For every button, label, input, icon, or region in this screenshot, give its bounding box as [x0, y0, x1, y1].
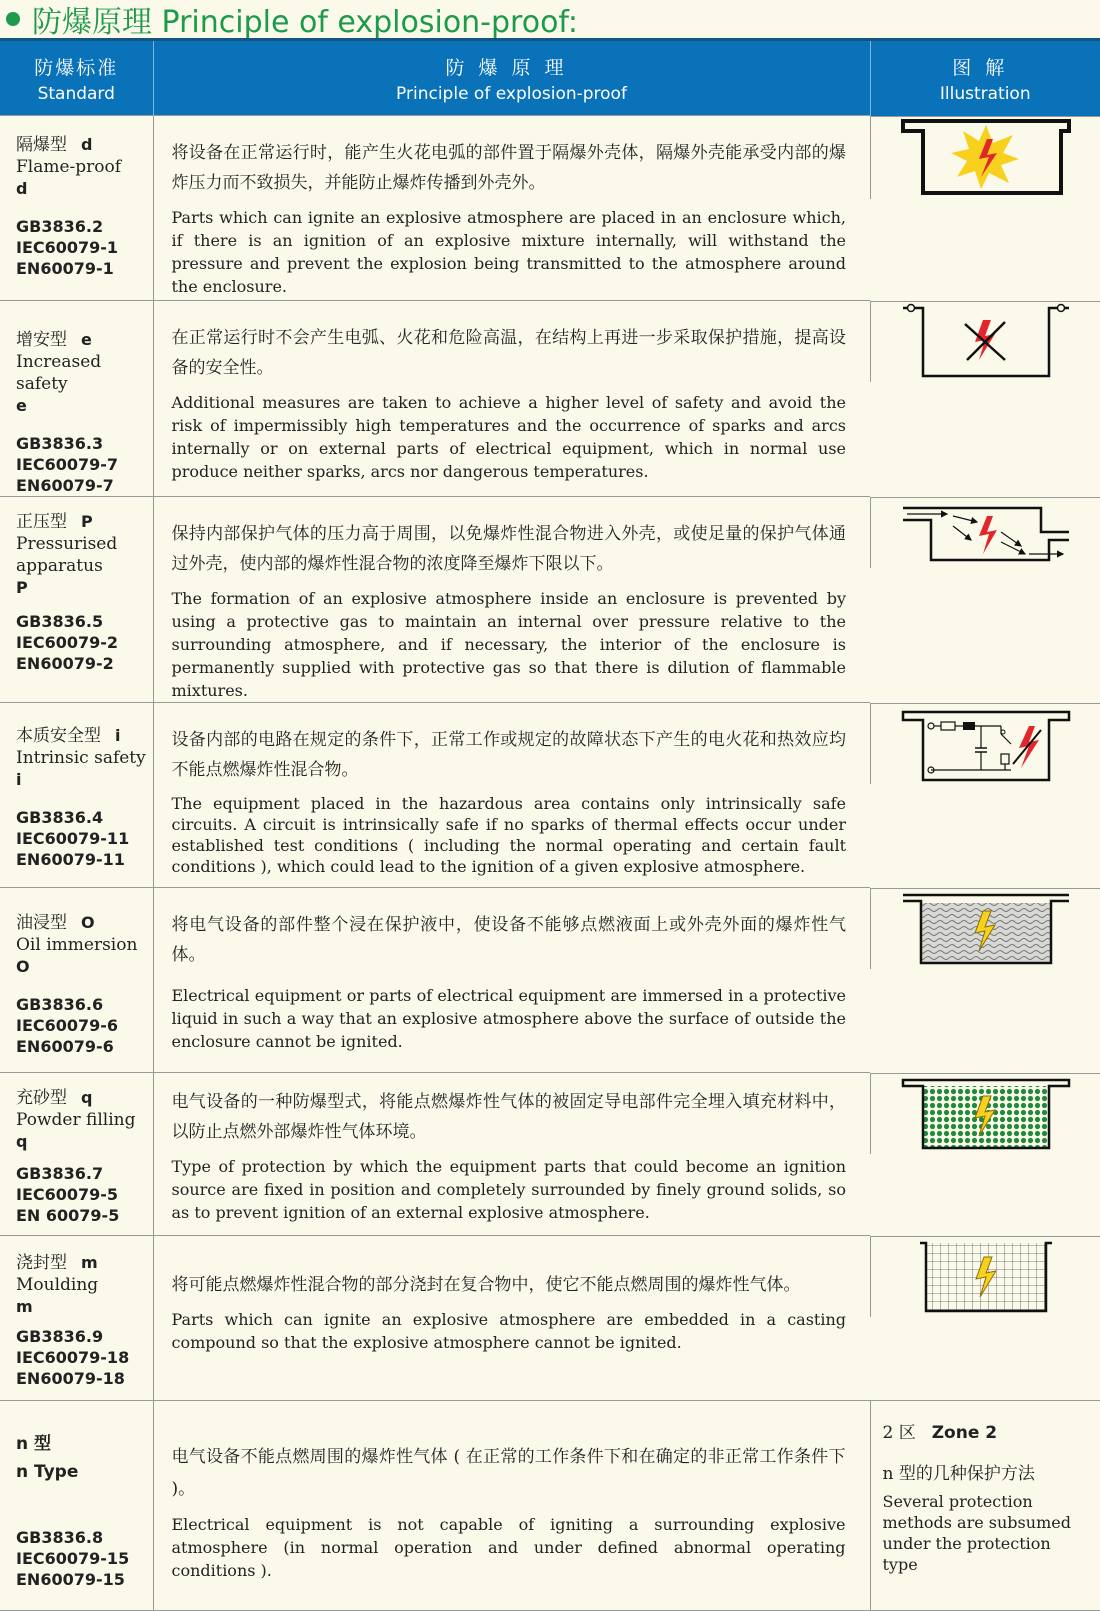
- type-code-2: i: [16, 770, 22, 789]
- standard-cell: [0, 1236, 153, 1401]
- standard-code: IEC60079-18: [16, 1348, 130, 1367]
- type-code: d: [81, 135, 93, 154]
- illustration-cell: [870, 888, 1100, 969]
- type-en: Moulding: [16, 1275, 99, 1295]
- type-zh: 增安型: [16, 330, 67, 350]
- table-row: [0, 703, 1100, 888]
- type-zh: 正压型: [16, 512, 67, 532]
- zone-label: 2 区 Zone 2: [882, 1423, 998, 1443]
- type-zh: 油浸型: [16, 913, 67, 933]
- type-code: i: [115, 726, 121, 745]
- principle-zh: 将可能点燃爆炸性混合物的部分浇封在复合物中，使它不能点燃周围的爆炸性气体。: [171, 1275, 801, 1295]
- illustration-cell: [870, 1401, 1100, 1611]
- standard-code: EN60079-1: [16, 259, 114, 278]
- principle-cell: [153, 1073, 870, 1236]
- principle-en: The equipment placed in the hazardous area contains only intrinsically safe circuits. A circuit is intrinsically safe if no sparks of thermal effects occur under established test conditions ( including the normal operating and certain fault conditions ), which could lead to the ignition of a given explosive atmosphere.: [171, 794, 846, 876]
- standard-code: GB3836.4: [16, 808, 104, 827]
- type-zh: n 型: [16, 1434, 52, 1454]
- header-standard: 防爆标准 Standard: [0, 40, 153, 116]
- header-row: [0, 40, 1100, 116]
- table-row: [0, 116, 1100, 301]
- page-title: [0, 0, 578, 38]
- pressurised-apparatus-icon: [901, 498, 1071, 568]
- principle-en: Electrical equipment or parts of electrical equipment are immersed in a protective liquid in such a way that an explosive atmosphere above the surface of outside the enclosure cannot be ignited.: [171, 986, 846, 1051]
- standard-cell: [0, 497, 153, 703]
- standard-code: EN60079-15: [16, 1570, 125, 1589]
- standard-code: GB3836.3: [16, 434, 104, 453]
- header-principle: 防爆原理 Principle of explosion-proof: [153, 40, 870, 116]
- type-en: Pressurised apparatus: [16, 534, 118, 576]
- oil-immersion-icon: [901, 889, 1071, 969]
- illustration-cell: [870, 116, 1100, 199]
- illustration-cell: [870, 703, 1100, 784]
- explosion-proof-table: [0, 38, 1100, 1611]
- standard-code: IEC60079-15: [16, 1549, 130, 1568]
- standard-code: IEC60079-7: [16, 455, 119, 474]
- illustration-cell: [870, 497, 1100, 568]
- type-code-2: d: [16, 179, 28, 198]
- type-zh: 充砂型: [16, 1088, 67, 1108]
- principle-zh: 将设备在正常运行时，能产生火花电弧的部件置于隔爆外壳体，隔爆外壳能承受内部的爆炸压力而不致损失，并能防止爆炸传播到外壳外。: [171, 143, 846, 193]
- header-illustration: 图解 Illustration: [870, 40, 1100, 116]
- intrinsic-safety-circuit-icon: [901, 704, 1071, 784]
- principle-zh: 电气设备的一种防爆型式，将能点燃爆炸性气体的被固定导电部件完全埋入填充材料中，以防止点燃外部爆炸性气体环境。: [171, 1092, 846, 1142]
- type-en: Oil immersion: [16, 935, 138, 955]
- standard-code: EN 60079-5: [16, 1206, 120, 1225]
- protection-methods-zh: n 型的几种保护方法: [882, 1464, 1035, 1484]
- table-row: [0, 301, 1100, 497]
- standard-code: GB3836.8: [16, 1528, 104, 1547]
- type-en: Intrinsic safety: [16, 748, 146, 768]
- standard-cell: [0, 116, 153, 301]
- principle-en: Type of protection by which the equipment parts that could become an ignition source are fixed in position and completely surrounded by finely ground solids, so as to prevent ignition of an external explosive atmosphere.: [171, 1157, 846, 1222]
- principle-cell: [153, 301, 870, 497]
- principle-zh: 电气设备不能点燃周围的爆炸性气体 ( 在正常的工作条件下和在确定的非正常工作条件下 )。: [171, 1447, 846, 1499]
- standard-cell: [0, 301, 153, 497]
- illustration-cell: [870, 1236, 1100, 1317]
- standard-code: EN60079-6: [16, 1037, 114, 1056]
- standard-code: EN60079-11: [16, 850, 125, 869]
- type-code: e: [81, 330, 92, 349]
- standard-cell: [0, 703, 153, 888]
- standard-code: GB3836.6: [16, 995, 104, 1014]
- standard-code: EN60079-18: [16, 1369, 125, 1388]
- principle-en: Parts which can ignite an explosive atmosphere are placed in an enclosure which, if there is an ignition of an explosive mixture internally, will withstand the pressure and prevent the explosion being transmitted to the atmosphere around the enclosure.: [171, 208, 846, 296]
- flameproof-enclosure-icon: [901, 117, 1071, 199]
- principle-en: Parts which can ignite an explosive atmosphere are embedded in a casting compound so that the explosive atmosphere cannot be ignited.: [171, 1310, 846, 1352]
- standard-cell: [0, 888, 153, 1073]
- type-code: O: [81, 913, 95, 932]
- standard-code: IEC60079-2: [16, 633, 119, 652]
- type-code: q: [81, 1088, 93, 1107]
- principle-cell: [153, 1236, 870, 1401]
- type-code-2: O: [16, 957, 30, 976]
- principle-cell: [153, 497, 870, 703]
- standard-cell: [0, 1401, 153, 1611]
- principle-en: The formation of an explosive atmosphere inside an enclosure is prevented by using a protective gas to maintain an internal over pressure relative to the surrounding atmosphere, and if necessary, the interior of the enclosure is permanently supplied with protective gas so that there is dilution of flammable mixtures.: [171, 589, 846, 700]
- type-en: Flame-proof: [16, 157, 122, 177]
- illustration-cell: [870, 301, 1100, 382]
- standard-cell: [0, 1073, 153, 1236]
- table-row: [0, 1401, 1100, 1611]
- principle-cell: [153, 703, 870, 888]
- type-code-2: q: [16, 1132, 28, 1151]
- increased-safety-icon: [901, 302, 1071, 382]
- type-zh: 本质安全型: [16, 726, 101, 746]
- standard-code: GB3836.5: [16, 612, 104, 631]
- type-en: n Type: [16, 1462, 79, 1482]
- principle-cell: [153, 1401, 870, 1611]
- standard-code: IEC60079-11: [16, 829, 130, 848]
- type-en: Powder filling: [16, 1110, 136, 1130]
- type-zh: 隔爆型: [16, 135, 67, 155]
- type-code: m: [81, 1253, 98, 1272]
- standard-code: IEC60079-6: [16, 1016, 119, 1035]
- principle-zh: 保持内部保护气体的压力高于周围，以免爆炸性混合物进入外壳，或使足量的保护气体通过外壳，使内部的爆炸性混合物的浓度降至爆炸下限以下。: [171, 524, 846, 574]
- principle-cell: [153, 116, 870, 301]
- illustration-cell: [870, 1073, 1100, 1154]
- standard-code: GB3836.7: [16, 1164, 104, 1183]
- principle-zh: 设备内部的电路在规定的条件下，正常工作或规定的故障状态下产生的电火花和热效应均不能点燃爆炸性混合物。: [171, 730, 846, 780]
- type-en: Increased safety: [16, 352, 102, 394]
- principle-en: Electrical equipment is not capable of igniting a surrounding explosive atmosphere (in normal operation and under defined abnormal operating conditions ).: [171, 1515, 846, 1580]
- table-row: [0, 888, 1100, 1073]
- principle-cell: [153, 888, 870, 1073]
- principle-en: Additional measures are taken to achieve a higher level of safety and avoid the risk of impermissibly high temperatures and the occurrence of sparks and arcs internally or on external parts of electrical equipment, which in normal use produce neither sparks, arcs nor dangerous temperatures.: [171, 393, 846, 481]
- table-row: [0, 1073, 1100, 1236]
- principle-zh: 在正常运行时不会产生电弧、火花和危险高温，在结构上再进一步采取保护措施，提高设备的安全性。: [171, 328, 846, 378]
- standard-code: IEC60079-5: [16, 1185, 119, 1204]
- type-code-2: m: [16, 1297, 33, 1316]
- type-zh: 浇封型: [16, 1253, 67, 1273]
- type-code-2: e: [16, 396, 27, 415]
- title-text: 防爆原理 Principle of explosion-proof:: [32, 5, 579, 40]
- protection-methods-en: Several protection methods are subsumed under the protection type: [882, 1492, 1071, 1574]
- standard-code: EN60079-7: [16, 476, 114, 495]
- standard-code: EN60079-2: [16, 654, 114, 673]
- table-row: [0, 1236, 1100, 1401]
- powder-filling-icon: [901, 1074, 1071, 1154]
- standard-code: GB3836.9: [16, 1327, 104, 1346]
- standard-code: IEC60079-1: [16, 238, 119, 257]
- type-code: P: [81, 512, 93, 531]
- type-code-2: P: [16, 578, 28, 597]
- table-row: [0, 497, 1100, 703]
- title-bullet-icon: [6, 12, 20, 26]
- standard-code: GB3836.2: [16, 217, 104, 236]
- principle-zh: 将电气设备的部件整个浸在保护液中，使设备不能够点燃液面上或外壳外面的爆炸性气体。: [171, 915, 846, 965]
- moulding-icon: [916, 1237, 1056, 1317]
